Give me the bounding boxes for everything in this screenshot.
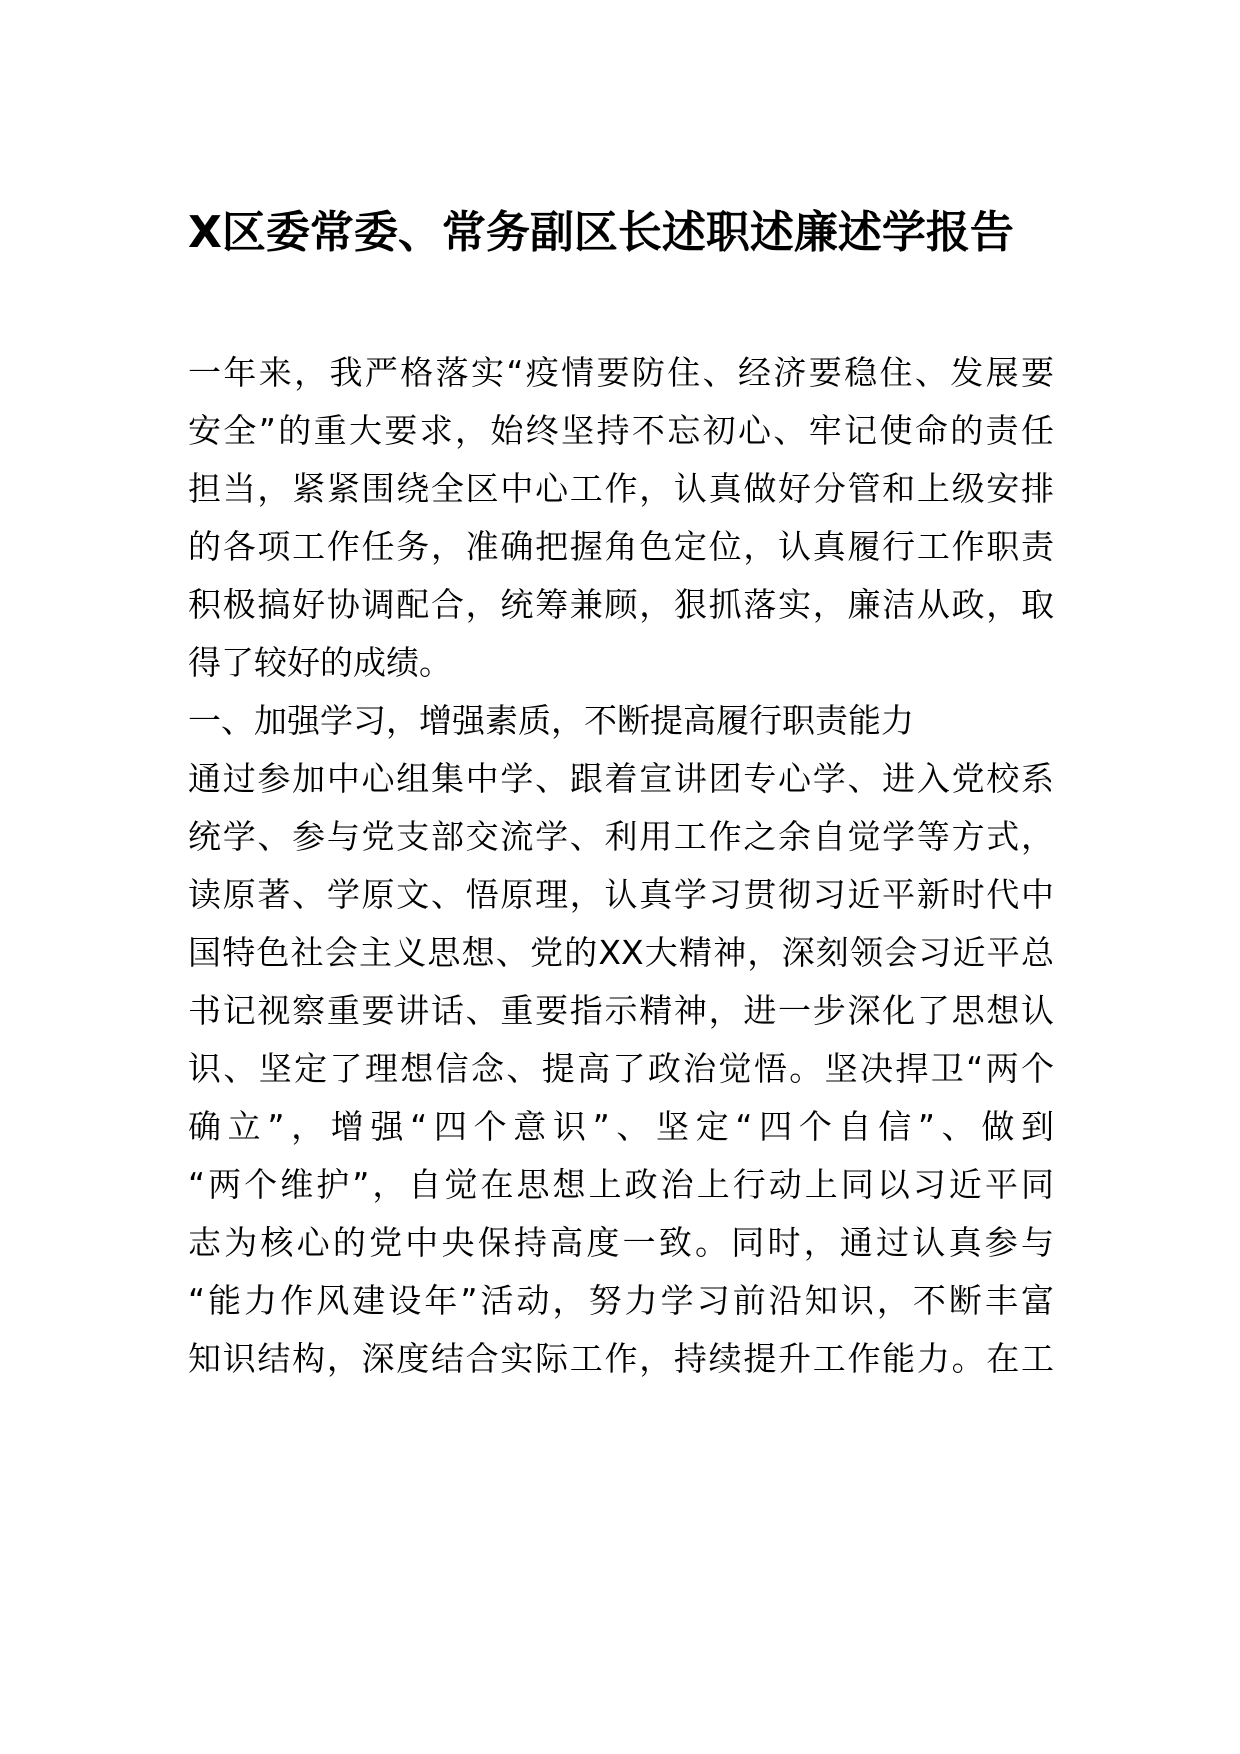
body-line: 书记视察重要讲话、重要指示精神，进一步深化了思想认 [188, 991, 1054, 1030]
body-line: 的各项工作任务，准确把握角色定位，认真履行工作职责 [188, 527, 1054, 566]
body-line: 读原著、学原文、悟原理，认真学习贯彻习近平新时代中 [188, 875, 1054, 914]
document-title: X区委常委、常务副区长述职述廉述学报告 [188, 207, 1014, 258]
body-line: 安全”的重大要求，始终坚持不忘初心、牢记使命的责任 [188, 411, 1054, 450]
body-line: 识、坚定了理想信念、提高了政治觉悟。坚决捍卫“两个 [188, 1049, 1054, 1088]
body-line: “两个维护”，自觉在思想上政治上行动上同以习近平同 [188, 1165, 1054, 1204]
body-line: 志为核心的党中央保持高度一致。同时，通过认真参与 [188, 1223, 1054, 1262]
body-line: 得了较好的成绩。 [188, 643, 452, 682]
section-heading: 一、加强学习，增强素质，不断提高履行职责能力 [188, 701, 914, 740]
body-line: 积极搞好协调配合，统筹兼顾，狠抓落实，廉洁从政，取 [188, 585, 1054, 624]
body-line: 一年来，我严格落实“疫情要防住、经济要稳住、发展要 [188, 353, 1054, 392]
body-line: 统学、参与党支部交流学、利用工作之余自觉学等方式， [188, 817, 1054, 856]
body-line: “能力作风建设年”活动，努力学习前沿知识，不断丰富 [188, 1281, 1054, 1320]
body-line: 确立”，增强“四个意识”、坚定“四个自信”、做到 [188, 1107, 1054, 1146]
body-line: 知识结构，深度结合实际工作，持续提升工作能力。在工 [188, 1339, 1054, 1378]
body-line: 通过参加中心组集中学、跟着宣讲团专心学、进入党校系 [188, 759, 1054, 798]
body-line: 国特色社会主义思想、党的XX大精神，深刻领会习近平总 [188, 933, 1054, 972]
body-line: 担当，紧紧围绕全区中心工作，认真做好分管和上级安排 [188, 469, 1054, 508]
